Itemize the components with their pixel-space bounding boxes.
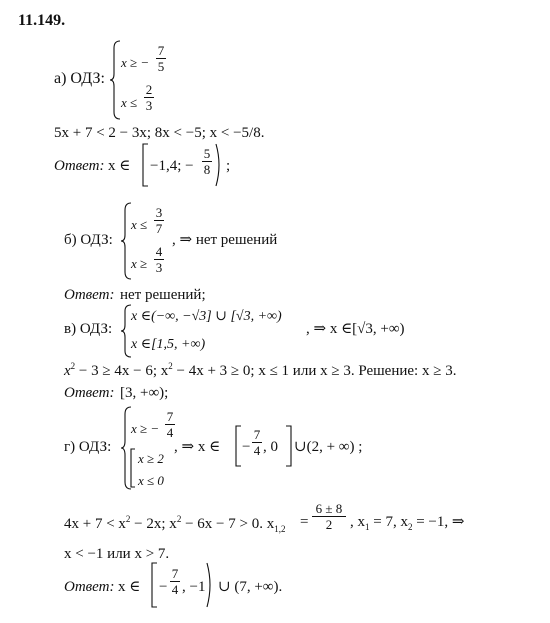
part-d-roots-fraction bbox=[312, 502, 346, 531]
fraction-denominator: 4 bbox=[166, 425, 174, 440]
part-c-cond2: x ∈[1,5, +∞) bbox=[131, 337, 206, 352]
part-b-cond2: x ≥ bbox=[131, 256, 148, 271]
part-d-conclusion-minus: − bbox=[242, 439, 251, 455]
part-d-solution-eq: = bbox=[300, 514, 309, 530]
part-b-label: б) ОДЗ: bbox=[64, 232, 113, 248]
fraction-numerator: 7 bbox=[171, 566, 179, 581]
fraction-denominator: 5 bbox=[157, 59, 165, 74]
part-d-conclusion-fraction bbox=[252, 428, 262, 457]
part-d-solution: $4x + 7 < x^2 - 2x$; $x^2 - 6x - 7 > 0$. $x_{1,2}$ bbox=[64, 514, 286, 534]
part-d-answer-label: Ответ: bbox=[64, 579, 115, 595]
part-d-conclusion-a: , ⇒ x ∈ bbox=[174, 439, 221, 455]
part-a-answer-fraction bbox=[202, 147, 212, 176]
right-paren bbox=[206, 562, 214, 608]
fraction-denominator: 2 bbox=[325, 517, 333, 532]
fraction-denominator: 7 bbox=[155, 221, 163, 236]
part-c-cond1: x ∈(−∞, −√3] ∪ [√3, +∞) bbox=[131, 309, 282, 324]
part-b-cond1-fraction bbox=[154, 206, 164, 235]
part-d-conclusion-zero: , 0 bbox=[263, 439, 278, 455]
part-b-answer-text: нет решений; bbox=[120, 287, 206, 303]
part-d-cond1: x ≥ − bbox=[131, 421, 160, 436]
left-square-bracket bbox=[141, 143, 149, 187]
problem-number: 11.149. bbox=[18, 12, 66, 29]
part-a-answer-left: −1,4; − bbox=[150, 158, 194, 174]
fraction-denominator: 8 bbox=[203, 162, 211, 177]
fraction-numerator: 3 bbox=[155, 205, 163, 220]
part-b-answer-label: Ответ: bbox=[64, 287, 115, 303]
part-a-cond1: x ≥ − bbox=[121, 55, 150, 70]
part-d-solution-line2: x < −1 или x > 7. bbox=[64, 546, 170, 562]
part-a-answer-label: Ответ: bbox=[54, 158, 105, 174]
part-a-cond1-fraction bbox=[156, 44, 166, 73]
part-c-label: в) ОДЗ: bbox=[64, 321, 113, 337]
part-d-subsystem-bracket bbox=[129, 448, 137, 488]
fraction-numerator: 7 bbox=[166, 409, 174, 424]
left-square-bracket bbox=[234, 425, 242, 467]
part-a-cond2-fraction bbox=[144, 83, 154, 112]
part-a-answer-set: x ∈ bbox=[108, 158, 131, 174]
part-c-conclusion: , ⇒ x ∈[√3, +∞) bbox=[306, 321, 405, 337]
part-d-subcond2: x ≤ 0 bbox=[138, 473, 164, 488]
right-square-bracket bbox=[285, 425, 293, 467]
part-a-label: а) ОДЗ: bbox=[54, 70, 105, 87]
part-d-answer-minus: − bbox=[159, 579, 168, 595]
fraction-numerator: 5 bbox=[203, 146, 211, 161]
part-d-answer-set: x ∈ bbox=[118, 579, 141, 595]
fraction-numerator: 2 bbox=[145, 82, 153, 97]
part-d-label: г) ОДЗ: bbox=[64, 439, 112, 455]
part-b-cond1: x ≤ bbox=[131, 217, 148, 232]
fraction-denominator: 3 bbox=[155, 260, 163, 275]
part-d-conclusion-b: ∪(2, + ∞) ; bbox=[294, 439, 363, 455]
fraction-numerator: 7 bbox=[157, 43, 165, 58]
part-c-answer-label: Ответ: bbox=[64, 385, 115, 401]
fraction-denominator: 4 bbox=[171, 582, 179, 597]
part-a-solution: 5x + 7 < 2 − 3x; 8x < −5; x < −5/8. bbox=[54, 125, 265, 141]
fraction-numerator: 6 ± 8 bbox=[315, 501, 343, 516]
part-d-answer-mid: , −1 bbox=[182, 579, 206, 595]
fraction-denominator: 4 bbox=[253, 443, 261, 458]
part-d-roots: , $x_1 = 7$, $x_2 = -1$, ⇒ bbox=[350, 514, 465, 532]
left-square-bracket bbox=[150, 562, 158, 608]
part-a-answer-end: ; bbox=[226, 158, 231, 174]
fraction-numerator: 7 bbox=[253, 427, 261, 442]
part-b-cond2-fraction bbox=[154, 245, 164, 274]
right-paren bbox=[215, 143, 223, 187]
part-d-answer-fraction bbox=[170, 567, 180, 596]
part-d-subcond1: x ≥ 2 bbox=[138, 451, 164, 466]
part-a-cond2: x ≤ bbox=[121, 95, 138, 110]
part-b-conclusion: , ⇒ нет решений bbox=[172, 232, 278, 248]
part-d-cond1-fraction bbox=[165, 410, 175, 439]
fraction-denominator: 3 bbox=[145, 98, 153, 113]
part-c-solution: $x^2 - 3 \ge 4x - 6$; $x^2 - 4x + 3 \ge 0$; x ≤ 1 или x ≥ 3. Решение: x ≥ 3. bbox=[64, 361, 457, 379]
part-d-answer-tail: ∪ (7, +∞). bbox=[218, 579, 283, 595]
part-c-answer-text: [3, +∞); bbox=[120, 385, 169, 401]
fraction-numerator: 4 bbox=[155, 244, 163, 259]
